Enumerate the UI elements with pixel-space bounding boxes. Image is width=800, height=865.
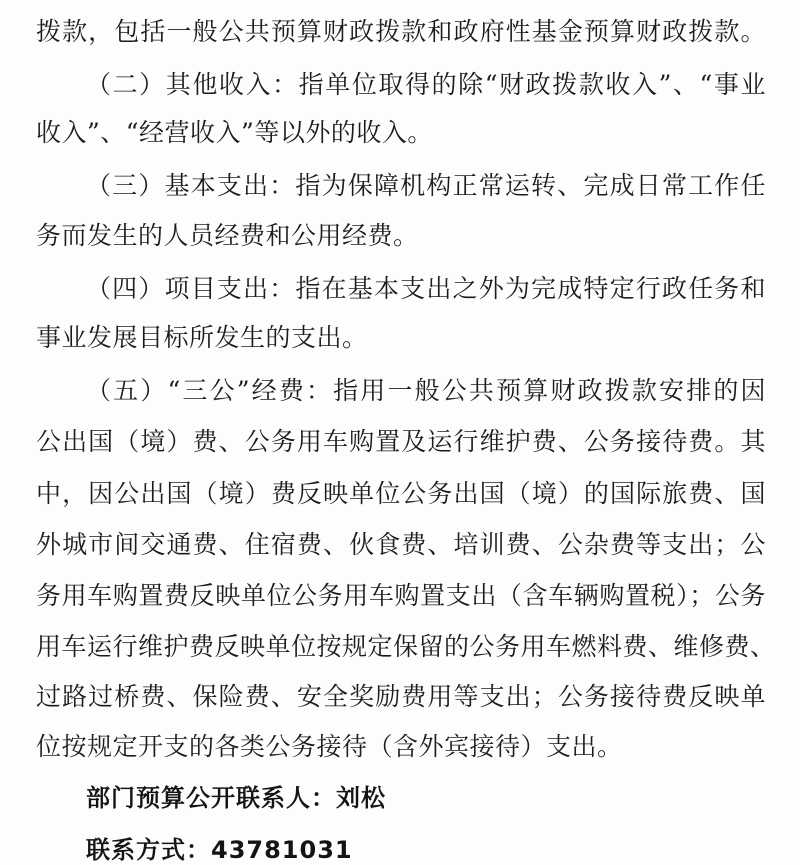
text-line: 公出国（境）费、公务用车购置及运行维护费、公务接待费。其 [36,427,766,456]
text-line: （四）项目支出：指在基本支出之外为完成特定行政任务和 [86,274,766,303]
text-line: 位按规定开支的各类公务接待（含外宾接待）支出。 [36,732,623,761]
text-line: 中，因公出国（境）费反映单位公务出国（境）的国际旅费、国 [36,479,766,508]
text-line: 拨款，包括一般公共预算财政拨款和政府性基金预算财政拨款。 [36,17,766,46]
text-line: 过路过桥费、保险费、安全奖励费用等支出；公务接待费反映单 [36,682,766,711]
text-line: 用车运行维护费反映单位按规定保留的公务用车燃料费、维修费、 [36,632,776,661]
text-line: （三）基本支出：指为保障机构正常运转、完成日常工作任 [86,171,766,200]
text-line: （五）“三公”经费：指用一般公共预算财政拨款安排的因 [86,376,766,405]
contact-person: 部门预算公开联系人：刘松 [86,784,386,812]
text-line: 事业发展目标所发生的支出。 [36,323,368,352]
contact-phone: 联系方式：43781031 [86,836,353,864]
text-line: 收入”、“经营收入”等以外的收入。 [36,118,433,147]
text-line: （二）其他收入：指单位取得的除“财政拨款收入”、“事业 [86,70,766,99]
text-line: 务用车购置费反映单位公务用车购置支出（含车辆购置税）；公务 [36,581,766,610]
text-line: 务而发生的人员经费和公用经费。 [36,221,419,250]
text-line: 外城市间交通费、住宿费、伙食费、培训费、公杂费等支出；公 [36,530,766,559]
